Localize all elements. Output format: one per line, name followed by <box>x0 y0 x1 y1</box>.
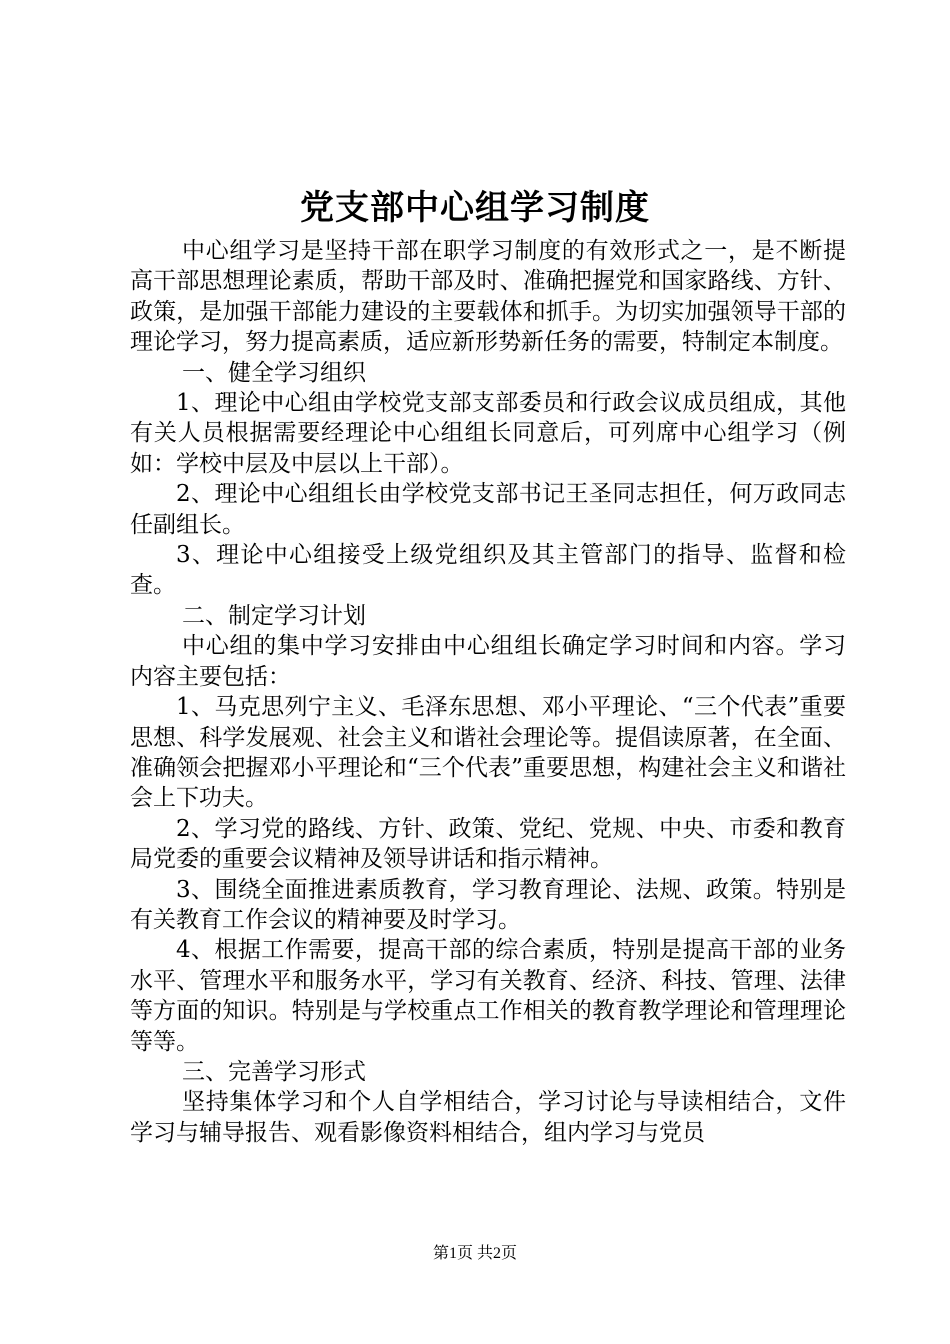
paragraph-item: 1、马克思列宁主义、毛泽东思想、邓小平理论、“三个代表”重要思想、科学发展观、社会主义和谐社会理论等。提倡读原著，在全面、准确领会把握邓小平理论和“三个代表”重要思想，构建社会主义和谐社会上下功夫。 <box>130 694 846 812</box>
document-title: 党支部中心组学习制度 <box>300 188 650 228</box>
paragraph-item: 3、理论中心组接受上级党组织及其主管部门的指导、监督和检查。 <box>130 542 846 599</box>
paragraph-item: 坚持集体学习和个人自学相结合，学习讨论与导读相结合，文件学习与辅导报告、观看影像资料相结合，组内学习与党员 <box>130 1089 846 1146</box>
section-heading-3: 三、完善学习形式 <box>182 1058 366 1085</box>
paragraph-item: 2、理论中心组组长由学校党支部书记王圣同志担任，何万政同志任副组长。 <box>130 481 846 538</box>
paragraph-item: 中心组的集中学习安排由中心组组长确定学习时间和内容。学习内容主要包括： <box>130 633 846 690</box>
intro-paragraph: 中心组学习是坚持干部在职学习制度的有效形式之一，是不断提高干部思想理论素质，帮助干部及时、准确把握党和国家路线、方针、政策，是加强干部能力建设的主要载体和抓手。为切实加强领导干部的理论学习，努力提高素质，适应新形势新任务的需要，特制定本制度。 <box>130 238 846 356</box>
section-heading-2: 二、制定学习计划 <box>182 602 366 629</box>
page-footer: 第1页 共2页 <box>432 1245 517 1262</box>
paragraph-item: 1、理论中心组由学校党支部支部委员和行政会议成员组成，其他有关人员根据需要经理论中心组组长同意后，可列席中心组学习（例如：学校中层及中层以上干部）。 <box>130 390 846 477</box>
paragraph-item: 4、根据工作需要，提高干部的综合素质，特别是提高干部的业务水平、管理水平和服务水平，学习有关教育、经济、科技、管理、法律等方面的知识。特别是与学校重点工作相关的教育教学理论和管理理论等等。 <box>130 937 846 1055</box>
paragraph-item: 3、围绕全面推进素质教育，学习教育理论、法规、政策。特别是有关教育工作会议的精神要及时学习。 <box>130 876 846 933</box>
section-heading-1: 一、健全学习组织 <box>182 359 366 386</box>
paragraph-item: 2、学习党的路线、方针、政策、党纪、党规、中央、市委和教育局党委的重要会议精神及领导讲话和指示精神。 <box>130 815 846 873</box>
document-body <box>130 236 846 1148</box>
